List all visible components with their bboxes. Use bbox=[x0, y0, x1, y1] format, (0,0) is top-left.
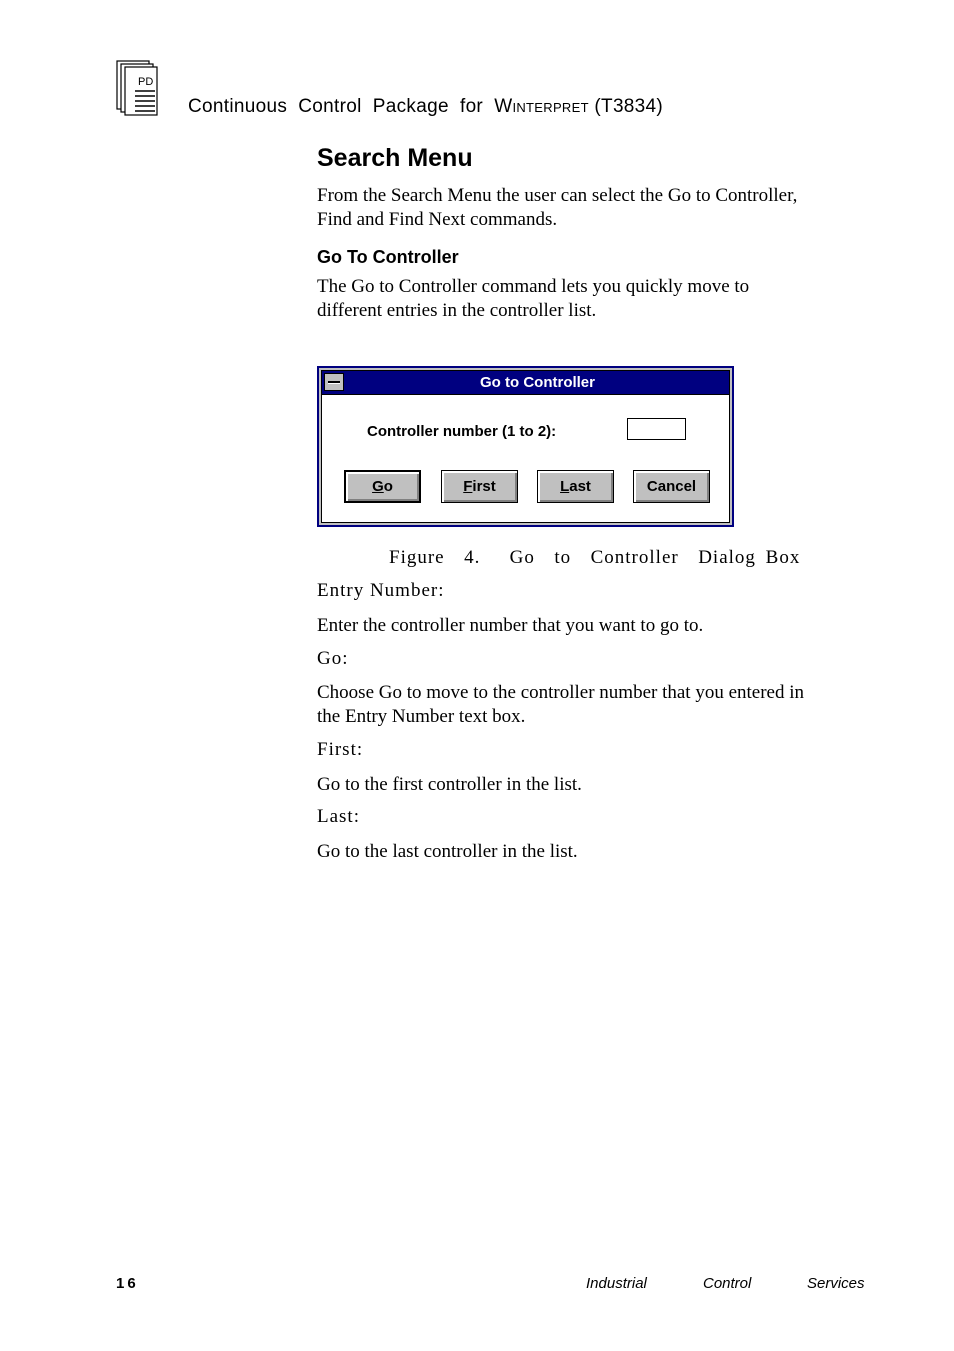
footer-word-control: Control bbox=[703, 1275, 752, 1292]
header-product-code: (T3834) bbox=[588, 96, 664, 117]
go-button-mnemonic: G bbox=[372, 478, 384, 495]
dialog-client-area bbox=[321, 370, 730, 523]
term-last: Last: bbox=[317, 806, 360, 827]
page-number: 16 bbox=[116, 1275, 139, 1292]
go-to-controller-dialog bbox=[317, 366, 734, 527]
desc-entry-number: Enter the controller number that you want to go to. bbox=[317, 615, 704, 636]
first-button[interactable] bbox=[441, 470, 518, 503]
logo-text: PD bbox=[138, 76, 154, 88]
cancel-button[interactable]: Cancel bbox=[633, 470, 710, 503]
last-button-label: ast bbox=[569, 478, 591, 495]
subsection-title: Go To Controller bbox=[317, 247, 459, 267]
controller-number-input[interactable] bbox=[627, 418, 686, 440]
section-intro: From the Search Menu the user can select the Go to Controller, Find and Find Next commands. bbox=[317, 185, 798, 230]
system-menu-icon[interactable] bbox=[324, 373, 344, 391]
term-entry-number: Entry Number: bbox=[317, 580, 445, 601]
go-button[interactable] bbox=[344, 470, 421, 503]
desc-go: Choose Go to move to the controller number that you entered in the Entry Number text box. bbox=[317, 682, 805, 727]
header-product-name: Winterpret bbox=[494, 96, 589, 117]
dialog-title: Go to Controller bbox=[480, 374, 595, 391]
last-button-mnemonic: L bbox=[560, 478, 570, 495]
go-button-label: o bbox=[383, 478, 393, 495]
running-header bbox=[188, 96, 663, 118]
last-button[interactable] bbox=[537, 470, 614, 503]
subsection-intro: The Go to Controller command lets you quickly move to different entries in the controller list. bbox=[317, 276, 750, 321]
document-pages-icon bbox=[116, 60, 160, 116]
header-title-prefix: Continuous Control Package for bbox=[188, 96, 495, 117]
dialog-titlebar[interactable] bbox=[322, 371, 729, 395]
footer-word-industrial: Industrial bbox=[586, 1275, 647, 1292]
controller-number-label: Controller number (1 to 2): bbox=[367, 423, 557, 440]
section-title: Search Menu bbox=[317, 144, 473, 172]
term-go: Go: bbox=[317, 648, 349, 669]
footer-word-services: Services bbox=[807, 1275, 865, 1292]
first-button-label: irst bbox=[472, 478, 496, 495]
desc-first: Go to the first controller in the list. bbox=[317, 774, 582, 795]
figure-caption: Figure 4. Go to Controller Dialog Box bbox=[389, 547, 801, 568]
term-first: First: bbox=[317, 739, 364, 760]
first-button-mnemonic: F bbox=[463, 478, 473, 495]
desc-last: Go to the last controller in the list. bbox=[317, 841, 578, 862]
